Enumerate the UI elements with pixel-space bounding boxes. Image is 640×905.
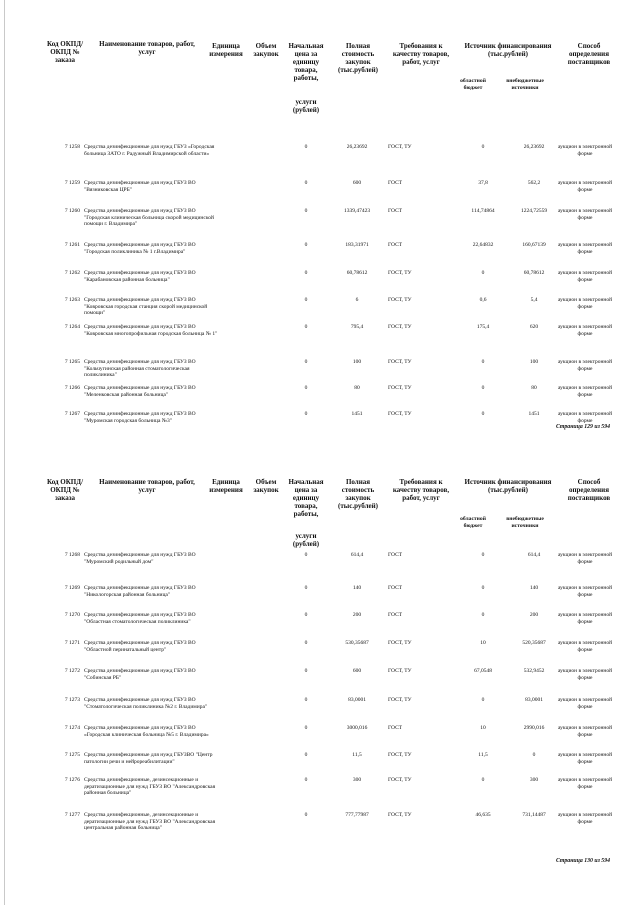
cell-name: Средства дезинфекционные для нужд ГБУЗ ВО "Областной перинатальный центр" <box>84 640 196 653</box>
cell-name: Средства дезинфекционные для нужд ГБУЗ ВО "Вязниковская ЦРБ" <box>84 180 196 193</box>
cell-name: Средства дезинфекционные для нужд ГБУЗ ВО "Муромский родильный дом" <box>84 552 196 565</box>
header-volume: Объем закупок <box>253 478 279 494</box>
cell-code: 7 1275 <box>64 752 80 758</box>
cell-name: Средства дезинфекционные для нужд ГБУЗ ВО "Городская поликлиника № 1 г.Владимира" <box>84 242 196 255</box>
cell-requirements: ГОСТ <box>388 725 403 731</box>
cell-requirements: ГОСТ, ТУ <box>388 697 412 703</box>
cell-external: 160,67139 <box>522 242 546 248</box>
cell-method: аукцион в электронной форме <box>557 697 613 710</box>
cell-requirements: ГОСТ, ТУ <box>388 385 412 391</box>
header-requirements: Требования к качеству товаров, работ, услуг <box>392 42 450 66</box>
cell-price: 0 <box>304 585 308 591</box>
header-price-unit: услуги (рублей) <box>292 98 320 114</box>
header-source: Источник финансирования (тыс.рублей) <box>464 42 552 58</box>
cell-name: Средства дезинфекционные для нужд ГБУЗ ВО "Кольчугинская районная стоматологическая поликлиника" <box>84 359 196 378</box>
cell-requirements: ГОСТ, ТУ <box>388 640 412 646</box>
cell-method: аукцион в электронной форме <box>557 411 613 424</box>
cell-requirements: ГОСТ, ТУ <box>388 752 412 758</box>
cell-price: 0 <box>304 180 308 186</box>
cell-external: 80 <box>531 385 537 391</box>
cell-code: 7 1267 <box>64 411 80 417</box>
table-page-1 <box>0 0 640 452</box>
cell-code: 7 1261 <box>64 242 80 248</box>
cell-code: 7 1268 <box>64 552 80 558</box>
cell-total: 100 <box>352 359 362 365</box>
cell-method: аукцион в электронной форме <box>557 242 613 255</box>
cell-requirements: ГОСТ, ТУ <box>388 144 412 150</box>
cell-regional: 0 <box>481 777 485 783</box>
cell-regional: 0 <box>481 697 485 703</box>
cell-price: 0 <box>304 668 308 674</box>
cell-total: 530,35687 <box>345 640 369 646</box>
cell-method: аукцион в электронной форме <box>557 585 613 598</box>
header-method: Способ определения поставщиков <box>567 42 611 66</box>
cell-external: 520,35687 <box>522 640 546 646</box>
cell-name: Средства дезинфекционные для нужд ГБУЗВО "Центр патологии речи и нейрореабилитации" <box>84 752 213 765</box>
cell-requirements: ГОСТ <box>388 552 403 558</box>
cell-total: 80 <box>354 385 360 391</box>
header-total: Полная стоимость закупок (тыс.рублей) <box>337 42 379 74</box>
cell-external: 614,4 <box>527 552 541 558</box>
cell-regional: 0,6 <box>479 297 487 303</box>
cell-total: 11,5 <box>352 752 362 758</box>
cell-external: 140 <box>529 585 539 591</box>
cell-name: Средства дезинфекционные для нужд ГБУЗ ВО "Стоматологическая поликлиника №2 г. Владимира" <box>84 697 208 710</box>
cell-external: 562,2 <box>527 180 541 186</box>
cell-regional: 0 <box>481 612 485 618</box>
cell-price: 0 <box>304 411 308 417</box>
cell-external: 200 <box>529 612 539 618</box>
cell-method: аукцион в электронной форме <box>557 324 613 337</box>
cell-code: 7 1271 <box>64 640 80 646</box>
cell-regional: 22,64832 <box>472 242 494 248</box>
cell-code: 7 1262 <box>64 270 80 276</box>
cell-method: аукцион в электронной форме <box>557 270 613 283</box>
cell-regional: 10 <box>480 640 486 646</box>
cell-method: аукцион в электронной форме <box>557 612 613 625</box>
cell-method: аукцион в электронной форме <box>557 668 613 681</box>
cell-code: 7 1269 <box>64 585 80 591</box>
cell-total: 777,77987 <box>345 812 369 818</box>
cell-code: 7 1270 <box>64 612 80 618</box>
header-external: внебюджетные источники <box>506 516 544 529</box>
cell-regional: 67,0548 <box>474 668 492 674</box>
cell-name: Средства дезинфекционные для нужд ГБУЗ ВО "Ковровская городская станция скорой медицинской помощи" <box>84 297 208 316</box>
cell-total: 140 <box>352 585 362 591</box>
cell-requirements: ГОСТ <box>388 242 403 248</box>
cell-code: 7 1264 <box>64 324 80 330</box>
cell-price: 0 <box>304 552 308 558</box>
cell-requirements: ГОСТ, ТУ <box>388 812 412 818</box>
cell-method: аукцион в электронной форме <box>557 385 613 398</box>
cell-name: Средства дезинфекционные для нужд ГБУЗ ВО "Ковровская многопрофильная городская больница № 1" <box>84 324 218 337</box>
cell-external: 26,23692 <box>523 144 545 150</box>
header-code: Код ОКПД/ ОКПД № заказа <box>46 40 84 64</box>
cell-price: 0 <box>304 777 308 783</box>
cell-external: 5,4 <box>530 297 538 303</box>
cell-total: 183,31971 <box>345 242 369 248</box>
cell-method: аукцион в электронной форме <box>557 812 613 825</box>
cell-method: аукцион в электронной форме <box>557 640 613 653</box>
cell-external: 532,9452 <box>523 668 545 674</box>
cell-total: 600 <box>352 668 362 674</box>
cell-requirements: ГОСТ <box>388 208 403 214</box>
cell-requirements: ГОСТ, ТУ <box>388 777 412 783</box>
cell-total: 600 <box>352 180 362 186</box>
cell-code: 7 1263 <box>64 297 80 303</box>
cell-method: аукцион в электронной форме <box>557 297 613 310</box>
cell-price: 0 <box>304 242 308 248</box>
cell-price: 0 <box>304 640 308 646</box>
cell-regional: 0 <box>481 270 485 276</box>
cell-name: Средства дезинфекционные для нужд ГБУЗ ВО "Меленковская районная больница" <box>84 385 196 398</box>
cell-code: 7 1276 <box>64 777 80 783</box>
header-price: Начальная цена за единицу товара, работы, <box>288 42 324 82</box>
header-source: Источник финансирования (тыс.рублей) <box>464 478 552 494</box>
cell-code: 7 1274 <box>64 725 80 731</box>
cell-external: 83,0001 <box>525 697 543 703</box>
cell-total: 83,0001 <box>348 697 366 703</box>
cell-external: 100 <box>529 359 539 365</box>
cell-total: 300 <box>352 777 362 783</box>
cell-method: аукцион в электронной форме <box>557 752 613 765</box>
cell-name: Средства дезинфекционные для нужд ГБУЗ ВО "Карабановская районная больница" <box>84 270 196 283</box>
cell-external: 731,14487 <box>522 812 546 818</box>
cell-requirements: ГОСТ <box>388 180 403 186</box>
header-unit: Единица измерения <box>209 42 243 58</box>
cell-regional: 46,635 <box>475 812 491 818</box>
cell-name: Средства дезинфекционные для нужд ГБУЗ ВО "Никологорская районная больница" <box>84 585 196 598</box>
cell-total: 26,23692 <box>346 144 368 150</box>
header-price: Начальная цена за единицу товара, работы, <box>288 478 324 518</box>
cell-method: аукцион в электронной форме <box>557 180 613 193</box>
page-footer: Страница 129 из 594 <box>555 424 610 430</box>
cell-regional: 0 <box>481 385 485 391</box>
cell-regional: 37,8 <box>478 180 488 186</box>
header-unit: Единица измерения <box>209 478 243 494</box>
cell-total: 6 <box>355 297 359 303</box>
cell-name: Средства дезинфекционные для нужд ГБУЗ ВО «Городская клиническая больница №5 г. Владимира» <box>84 725 209 738</box>
cell-price: 0 <box>304 324 308 330</box>
cell-total: 60,78612 <box>346 270 368 276</box>
cell-regional: 0 <box>481 552 485 558</box>
cell-price: 0 <box>304 359 308 365</box>
cell-name: Средства дезинфекционные, дезинсекционные и дератизационные для нужд ГБУЗ ВО "Александровская районная больница" <box>84 777 216 796</box>
header-price-unit: услуги (рублей) <box>292 532 320 548</box>
cell-method: аукцион в электронной форме <box>557 208 613 221</box>
cell-method: аукцион в электронной форме <box>557 359 613 372</box>
cell-requirements: ГОСТ, ТУ <box>388 324 412 330</box>
cell-regional: 114,74864 <box>471 208 495 214</box>
cell-external: 620 <box>529 324 539 330</box>
cell-regional: 0 <box>481 359 485 365</box>
cell-code: 7 1258 <box>64 144 80 150</box>
cell-requirements: ГОСТ <box>388 612 403 618</box>
page-footer: Страница 130 из 594 <box>555 858 610 864</box>
cell-regional: 0 <box>481 144 485 150</box>
header-regional: областной бюджет <box>460 516 486 529</box>
header-regional: областной бюджет <box>460 78 486 91</box>
header-total: Полная стоимость закупок (тыс.рублей) <box>337 478 379 510</box>
cell-name: Средства дезинфекционные для нужд ГБУЗ ВО "Областная стоматологическая поликлиника" <box>84 612 196 625</box>
cell-method: аукцион в электронной форме <box>557 144 613 157</box>
cell-name: Средства дезинфекционные, дезинсекционные и дератизационные для нужд ГБУЗ ВО "Александровская центральная районная больница" <box>84 812 216 831</box>
cell-code: 7 1260 <box>64 208 80 214</box>
cell-requirements: ГОСТ, ТУ <box>388 359 412 365</box>
header-volume: Объем закупок <box>253 42 279 58</box>
cell-price: 0 <box>304 812 308 818</box>
header-requirements: Требования к качеству товаров, работ, услуг <box>392 478 450 502</box>
table-page-2 <box>0 452 640 905</box>
cell-price: 0 <box>304 725 308 731</box>
cell-code: 7 1265 <box>64 359 80 365</box>
cell-method: аукцион в электронной форме <box>557 777 613 790</box>
cell-price: 0 <box>304 270 308 276</box>
cell-requirements: ГОСТ, ТУ <box>388 270 412 276</box>
cell-price: 0 <box>304 297 308 303</box>
cell-external: 1224,72559 <box>520 208 548 214</box>
cell-code: 7 1277 <box>64 812 80 818</box>
cell-total: 1339,47423 <box>343 208 371 214</box>
cell-method: аукцион в электронной форме <box>557 725 613 738</box>
header-external: внебюджетные источники <box>506 78 544 91</box>
cell-requirements: ГОСТ, ТУ <box>388 297 412 303</box>
cell-total: 614,4 <box>350 552 364 558</box>
cell-code: 7 1273 <box>64 697 80 703</box>
header-method: Способ определения поставщиков <box>567 478 611 502</box>
cell-code: 7 1266 <box>64 385 80 391</box>
cell-external: 2990,016 <box>523 725 545 731</box>
cell-requirements: ГОСТ <box>388 585 403 591</box>
cell-regional: 175,4 <box>476 324 490 330</box>
cell-price: 0 <box>304 697 308 703</box>
cell-name: Средства дезинфекционные для нужд ГБУЗ «Городская больница ЗАТО г. Радужный Владимирской области» <box>84 144 215 157</box>
cell-name: Средства дезинфекционные для нужд ГБУЗ ВО "Муромская городская больница №3" <box>84 411 196 424</box>
cell-regional: 10 <box>480 725 486 731</box>
header-code: Код ОКПД/ ОКПД № заказа <box>46 478 84 502</box>
cell-name: Средства дезинфекционные для нужд ГБУЗ ВО "Городская клиническая больница скорой медицинской помощи г. Владимира" <box>84 208 214 227</box>
cell-regional: 0 <box>481 585 485 591</box>
header-name: Наименование товаров, работ, услуг <box>99 40 195 56</box>
cell-price: 0 <box>304 144 308 150</box>
cell-requirements: ГОСТ, ТУ <box>388 668 412 674</box>
cell-external: 1451 <box>528 411 540 417</box>
cell-external: 60,78612 <box>523 270 545 276</box>
cell-regional: 11,5 <box>478 752 488 758</box>
cell-code: 7 1259 <box>64 180 80 186</box>
cell-total: 3000,016 <box>346 725 368 731</box>
cell-total: 795,4 <box>350 324 364 330</box>
cell-external: 0 <box>532 752 536 758</box>
header-name: Наименование товаров, работ, услуг <box>99 478 195 494</box>
cell-price: 0 <box>304 208 308 214</box>
cell-external: 300 <box>529 777 539 783</box>
cell-price: 0 <box>304 752 308 758</box>
cell-total: 1451 <box>351 411 363 417</box>
cell-price: 0 <box>304 612 308 618</box>
cell-price: 0 <box>304 385 308 391</box>
cell-total: 200 <box>352 612 362 618</box>
cell-code: 7 1272 <box>64 668 80 674</box>
cell-name: Средства дезинфекционные для нужд ГБУЗ ВО "Собинская РБ" <box>84 668 196 681</box>
cell-requirements: ГОСТ, ТУ <box>388 411 412 417</box>
cell-method: аукцион в электронной форме <box>557 552 613 565</box>
cell-regional: 0 <box>481 411 485 417</box>
